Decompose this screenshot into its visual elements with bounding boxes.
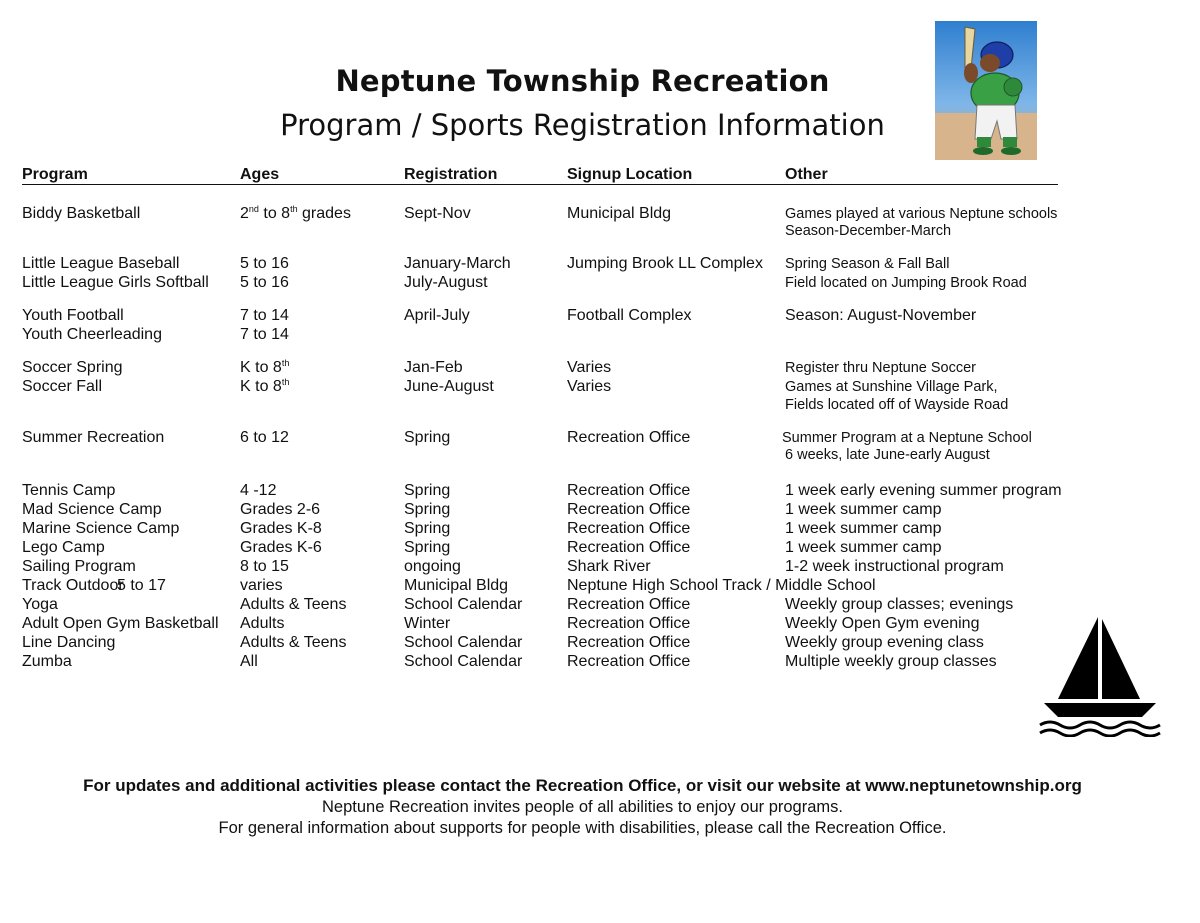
column-header-registration: Registration [404,166,498,183]
ages-cell: Adults [240,615,285,632]
registration-cell: January-March [404,255,511,272]
registration-cell: Spring [404,539,451,556]
ages-cell: K to 8th [240,377,290,395]
registration-cell: Municipal Bldg [404,577,509,594]
registration-cell: School Calendar [404,653,523,670]
location-cell: Recreation Office [567,634,691,651]
program-cell: Little League Girls Softball [22,274,209,291]
ages-cell: Grades K-6 [240,539,322,556]
location-cell: Recreation Office [567,429,691,446]
registration-cell: April-July [404,307,470,324]
registration-cell: Jan-Feb [404,359,463,376]
ages-cell: 5 to 16 [240,274,289,291]
program-cell: Little League Baseball [22,255,180,272]
ages-cell: Adults & Teens [240,596,347,613]
registration-cell: Sept-Nov [404,205,471,222]
other-cell: 1 week early evening summer program [785,482,1062,499]
registration-cell: School Calendar [404,596,523,613]
other-cell: 1 week summer camp [785,539,942,556]
page-subtitle: Program / Sports Registration Information [280,108,885,142]
location-cell: Recreation Office [567,539,691,556]
location-cell: Municipal Bldg [567,205,672,222]
program-cell: Zumba [22,653,72,670]
other-cell: Summer Program at a Neptune School [782,430,1032,446]
program-cell: Track Outdoor [22,577,124,594]
other-cell-line2: Season-December-March [785,223,952,239]
footer-contact-line: For updates and additional activities please contact the Recreation Office, or visit our website at www.neptunetownship.org [83,776,1082,795]
registration-note-cell: varies [240,577,283,594]
program-cell: Tennis Camp [22,482,116,499]
ages-cell: 7 to 14 [240,326,289,343]
registration-cell: Spring [404,501,451,518]
other-cell-line2: 6 weeks, late June-early August [785,447,990,463]
location-cell: Football Complex [567,307,692,324]
program-cell: Biddy Basketball [22,205,141,222]
ages-cell: 6 to 12 [240,429,289,446]
column-header-ages: Ages [240,166,280,183]
ages-cell: K to 8th [240,358,290,376]
sailboat-icon [1036,615,1164,737]
location-cell: Recreation Office [567,596,691,613]
other-cell-line2: Fields located off of Wayside Road [785,397,1009,413]
other-cell: Weekly Open Gym evening [785,615,980,632]
ages-cell: Adults & Teens [240,634,347,651]
program-cell: Youth Cheerleading [22,326,162,343]
registration-cell: Winter [404,615,451,632]
program-cell: Line Dancing [22,634,116,651]
column-header-program: Program [22,166,88,183]
registration-cell: Spring [404,429,451,446]
other-cell: Weekly group evening class [785,634,984,651]
other-cell: Field located on Jumping Brook Road [785,275,1027,291]
program-cell: Soccer Fall [22,378,103,395]
location-cell: Recreation Office [567,520,691,537]
location-cell: Neptune High School Track / Middle School [567,577,876,594]
program-cell: Adult Open Gym Basketball [22,615,219,632]
other-cell: Weekly group classes; evenings [785,596,1014,613]
program-cell: Soccer Spring [22,359,123,376]
header-underline [22,184,1058,185]
program-cell: Marine Science Camp [22,520,180,537]
program-cell: Summer Recreation [22,429,165,446]
other-cell: 1-2 week instructional program [785,558,1004,575]
ages-cell: 2nd to 8th grades [240,204,351,222]
other-cell: Season: August-November [785,307,977,324]
registration-cell: Spring [404,520,451,537]
ages-cell: Grades K-8 [240,520,322,537]
ages-cell: 5 to 16 [240,255,289,272]
ages-cell: 5 to 17 [117,577,166,594]
program-cell: Mad Science Camp [22,501,162,518]
ages-cell: 8 to 15 [240,558,289,575]
location-cell: Jumping Brook LL Complex [567,255,763,272]
column-header-other: Other [785,166,828,183]
baseball-player-clipart [935,21,1037,160]
other-cell: Register thru Neptune Soccer [785,360,977,376]
footer-abilities-line: Neptune Recreation invites people of all abilities to enjoy our programs. [322,798,843,816]
program-cell: Lego Camp [22,539,105,556]
other-cell: Multiple weekly group classes [785,653,997,670]
footer-disabilities-line: For general information about supports for people with disabilities, please call the Recreation Office. [218,819,947,837]
location-cell: Recreation Office [567,615,691,632]
location-cell: Recreation Office [567,482,691,499]
program-cell: Yoga [22,596,58,613]
location-cell: Recreation Office [567,653,691,670]
registration-cell: School Calendar [404,634,523,651]
program-cell: Sailing Program [22,558,136,575]
registration-cell: July-August [404,274,488,291]
ages-cell: 4 -12 [240,482,277,499]
ages-cell: Grades 2-6 [240,501,321,518]
other-cell: Spring Season & Fall Ball [785,256,950,272]
other-cell: Games at Sunshine Village Park, [785,379,998,395]
column-header-signup-location: Signup Location [567,166,693,183]
other-cell: 1 week summer camp [785,501,942,518]
other-cell: Games played at various Neptune schools [785,206,1058,222]
page-title: Neptune Township Recreation [335,64,830,98]
location-cell: Varies [567,378,612,395]
location-cell: Shark River [567,558,651,575]
ages-cell: 7 to 14 [240,307,289,324]
other-cell: 1 week summer camp [785,520,942,537]
location-cell: Varies [567,359,612,376]
registration-cell: ongoing [404,558,461,575]
registration-cell: Spring [404,482,451,499]
registration-cell: June-August [404,378,494,395]
ages-cell: All [240,653,258,670]
location-cell: Recreation Office [567,501,691,518]
program-cell: Youth Football [22,307,124,324]
